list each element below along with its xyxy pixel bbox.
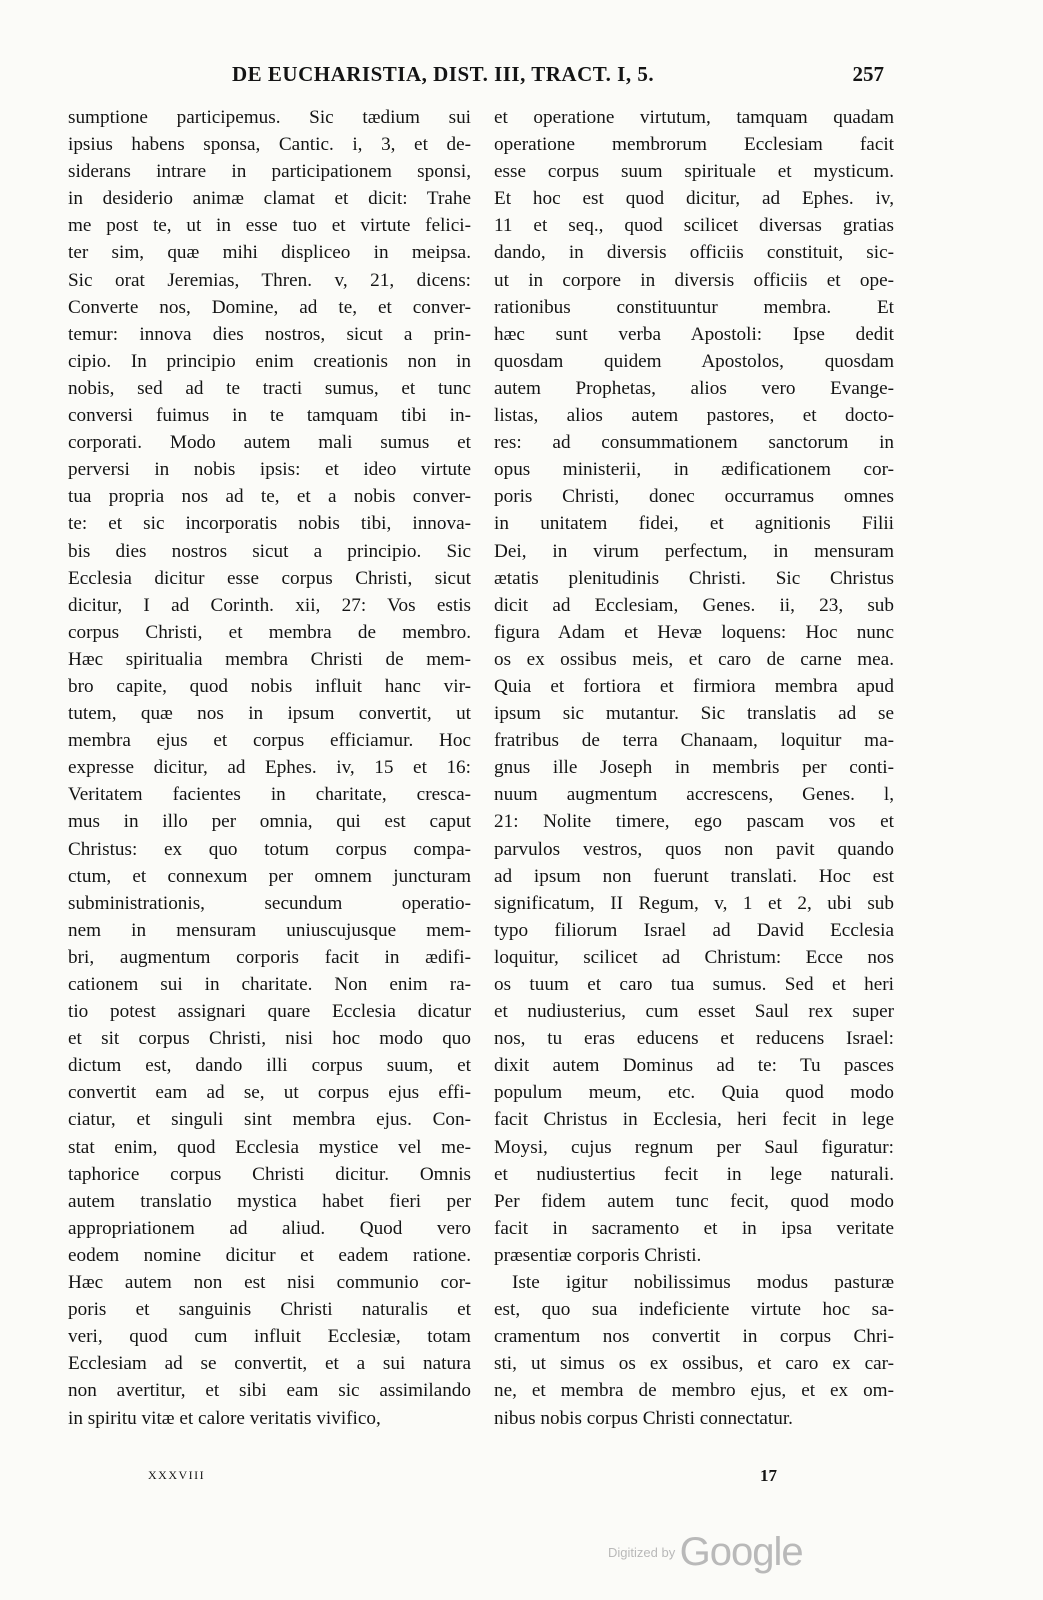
text-line: bri, augmentum corporis facit in ædifi-	[68, 946, 471, 968]
text-line: in desiderio animæ clamat et dicit: Trahe	[68, 188, 471, 210]
text-line: Hæc spiritualia membra Christi de mem-	[68, 648, 471, 670]
sheet-number: 17	[760, 1466, 777, 1485]
text-line: autem translatio mystica habet fieri per	[68, 1190, 471, 1212]
text-line: figura Adam et Hevæ loquens: Hoc nunc	[494, 621, 894, 643]
text-line: et nudiusterius, cum esset Saul rex super	[494, 1001, 894, 1023]
text-line: conversi fuimus in te tamquam tibi in-	[68, 405, 471, 427]
text-line: nibus nobis corpus Christi connectatur.	[494, 1407, 793, 1429]
text-line: est, quo sua indeficiente virtute hoc sa-	[494, 1299, 894, 1321]
text-line: loquitur, scilicet ad Christum: Ecce nos	[494, 946, 894, 968]
text-line: tutem, quæ nos in ipsum convertit, ut	[68, 703, 471, 725]
text-line: ctum, et connexum per omnem juncturam	[68, 865, 471, 887]
text-line: tio potest assignari quare Ecclesia dicatur	[68, 1001, 471, 1023]
text-line: opus ministerii, in ædificationem cor-	[494, 459, 894, 481]
text-line: fratribus de terra Chanaam, loquitur ma-	[494, 730, 894, 752]
text-line: Christus: ex quo totum corpus compa-	[68, 838, 471, 860]
text-line: et operatione virtutum, tamquam quadam	[494, 107, 894, 128]
right-text-column	[494, 104, 894, 1432]
text-line: convertit eam ad se, ut corpus ejus effi-	[68, 1082, 471, 1104]
text-line: 21: Nolite timere, ego pascam vos et	[494, 811, 894, 833]
text-line: cipio. In principio enim creationis non in	[68, 350, 471, 372]
text-line: tua propria nos ad te, et a nobis conver-	[68, 486, 471, 508]
text-line: facit in sacramento et in ipsa veritate	[494, 1217, 894, 1239]
text-line: dicitur, I ad Corinth. xii, 27: Vos estis	[68, 594, 471, 616]
text-line: dicit ad Ecclesiam, Genes. ii, 23, sub	[494, 594, 894, 616]
text-line: significatum, II Regum, v, 1 et 2, ubi sub	[494, 892, 894, 914]
text-line: cationem sui in charitate. Non enim ra-	[68, 974, 471, 995]
text-line: Ecclesia dicitur esse corpus Christi, sicut	[68, 567, 471, 589]
text-line: quosdam quidem Apostolos, quosdam	[494, 350, 894, 372]
text-line: expresse dicitur, ad Ephes. iv, 15 et 16:	[68, 757, 471, 779]
text-line: dando, in diversis officiis constituit, sic-	[494, 242, 894, 264]
text-line: Per fidem autem tunc fecit, quod modo	[494, 1190, 894, 1212]
text-line: sumptione participemus. Sic tædium sui	[68, 107, 471, 128]
text-line: Sic orat Jeremias, Thren. v, 21, dicens:	[68, 269, 471, 291]
text-line: ætatis plenitudinis Christi. Sic Christus	[494, 567, 894, 589]
text-line: subministrationis, secundum operatio-	[68, 892, 471, 914]
text-line: eodem nomine dicitur et eadem ratione.	[68, 1244, 471, 1266]
text-line: listas, alios autem pastores, et docto-	[494, 405, 894, 427]
text-line: mus in illo per omnia, qui est caput	[68, 811, 471, 833]
text-line: os tuum et caro tua sumus. Sed et heri	[494, 974, 894, 995]
text-line: in unitatem fidei, et agnitionis Filii	[494, 513, 894, 535]
text-line: corporati. Modo autem mali sumus et	[68, 432, 471, 454]
text-line: res: ad consummationem sanctorum in	[494, 432, 894, 454]
text-line: Hæc autem non est nisi communio cor-	[68, 1272, 471, 1294]
text-line: in spiritu vitæ et calore veritatis vivifico,	[68, 1407, 381, 1429]
text-line: temur: innova dies nostros, sicut a prin-	[68, 323, 471, 345]
text-line: et nudiustertius fecit in lege naturali.	[494, 1163, 894, 1185]
text-line: Converte nos, Domine, ad te, et conver-	[68, 296, 471, 318]
text-line: appropriationem ad aliud. Quod vero	[68, 1217, 471, 1239]
text-line: dictum est, dando illi corpus suum, et	[68, 1055, 471, 1077]
text-line: populum meum, etc. Quia quod modo	[494, 1082, 894, 1104]
text-line: Quia et fortiora et firmiora membra apud	[494, 675, 894, 697]
text-line: te: et sic incorporatis nobis tibi, innova-	[68, 513, 471, 535]
text-line: parvulos vestros, quos non pavit quando	[494, 838, 894, 860]
text-line: poris Christi, donec occurramus omnes	[494, 486, 894, 508]
text-line: membra ejus et corpus efficiamur. Hoc	[68, 730, 471, 752]
text-line: me post te, ut in esse tuo et virtute felici-	[68, 215, 471, 237]
text-line: non avertitur, et sibi eam sic assimilando	[68, 1380, 471, 1402]
text-line: Moysi, cujus regnum per Saul figuratur:	[494, 1136, 894, 1158]
running-header	[70, 62, 890, 96]
text-line: nobis, sed ad te tracti sumus, et tunc	[68, 377, 471, 399]
text-line: et sit corpus Christi, nisi hoc modo quo	[68, 1028, 471, 1050]
google-logo: Google	[679, 1530, 803, 1574]
text-line: bis dies nostros sicut a principio. Sic	[68, 540, 471, 562]
text-line: præsentiæ corporis Christi.	[494, 1244, 702, 1266]
text-line: esse corpus suum spirituale et mysticum.	[494, 161, 894, 183]
text-line: Iste igitur nobilissimus modus pasturæ	[512, 1272, 894, 1294]
text-line: corpus Christi, et membra de membro.	[68, 621, 471, 643]
text-line: nuum augmentum accrescens, Genes. l,	[494, 784, 894, 806]
text-line: perversi in nobis ipsis: et ideo virtute	[68, 459, 471, 481]
running-title: DE EUCHARISTIA, DIST. III, TRACT. I, 5.	[232, 62, 655, 86]
text-line: 11 et seq., quod scilicet diversas gratias	[494, 215, 894, 237]
digitized-prefix: Digitized by	[608, 1545, 676, 1560]
text-line: sti, ut simus os ex ossibus, et caro ex car-	[494, 1353, 894, 1375]
text-line: typo filiorum Israel ad David Ecclesia	[494, 919, 894, 941]
text-line: Veritatem facientes in charitate, cresca-	[68, 784, 471, 806]
text-line: hæc sunt verba Apostoli: Ipse dedit	[494, 323, 894, 345]
signature-mark: XXXVIII	[148, 1468, 206, 1482]
text-line: dixit autem Dominus ad te: Tu pasces	[494, 1055, 894, 1077]
text-line: operatione membrorum Ecclesiam facit	[494, 134, 894, 156]
page-number: 257	[852, 62, 884, 86]
text-line: Et hoc est quod dicitur, ad Ephes. iv,	[494, 188, 894, 210]
text-line: nem in mensuram uniuscujusque mem-	[68, 919, 471, 941]
text-line: ad ipsum non fuerunt translati. Hoc est	[494, 865, 894, 887]
text-line: ut in corpore in diversis officiis et ope-	[494, 269, 894, 291]
text-line: Ecclesiam ad se convertit, et a sui natura	[68, 1353, 471, 1375]
text-line: taphorice corpus Christi dicitur. Omnis	[68, 1163, 471, 1185]
digitized-by-watermark	[608, 1530, 803, 1575]
text-line: gnus ille Joseph in membris per conti-	[494, 757, 894, 779]
text-line: bro capite, quod nobis influit hanc vir-	[68, 675, 471, 697]
text-line: ne, et membra de membro ejus, et ex om-	[494, 1380, 894, 1402]
text-line: os ex ossibus meis, et caro de carne mea.	[494, 648, 894, 670]
text-line: nos, tu eras educens et reducens Israel:	[494, 1028, 894, 1050]
text-line: ciatur, et singuli sint membra ejus. Con-	[68, 1109, 471, 1131]
left-text-column	[68, 104, 471, 1432]
text-line: siderans intrare in participationem sponsi,	[68, 161, 471, 183]
text-line: Dei, in virum perfectum, in mensuram	[494, 540, 894, 562]
text-line: veri, quod cum influit Ecclesiæ, totam	[68, 1326, 471, 1348]
text-line: autem Prophetas, alios vero Evange-	[494, 377, 894, 399]
text-line: cramentum nos convertit in corpus Chri-	[494, 1326, 894, 1348]
text-line: ipsum sic mutantur. Sic translatis ad se	[494, 703, 894, 725]
text-line: stat enim, quod Ecclesia mystice vel me-	[68, 1136, 471, 1158]
text-line: ter sim, quæ mihi displiceo in meipsa.	[68, 242, 471, 264]
text-line: rationibus constituuntur membra. Et	[494, 296, 894, 318]
text-line: ipsius habens sponsa, Cantic. i, 3, et de-	[68, 134, 471, 156]
text-line: facit Christus in Ecclesia, heri fecit in lege	[494, 1109, 894, 1131]
text-line: poris et sanguinis Christi naturalis et	[68, 1299, 471, 1321]
